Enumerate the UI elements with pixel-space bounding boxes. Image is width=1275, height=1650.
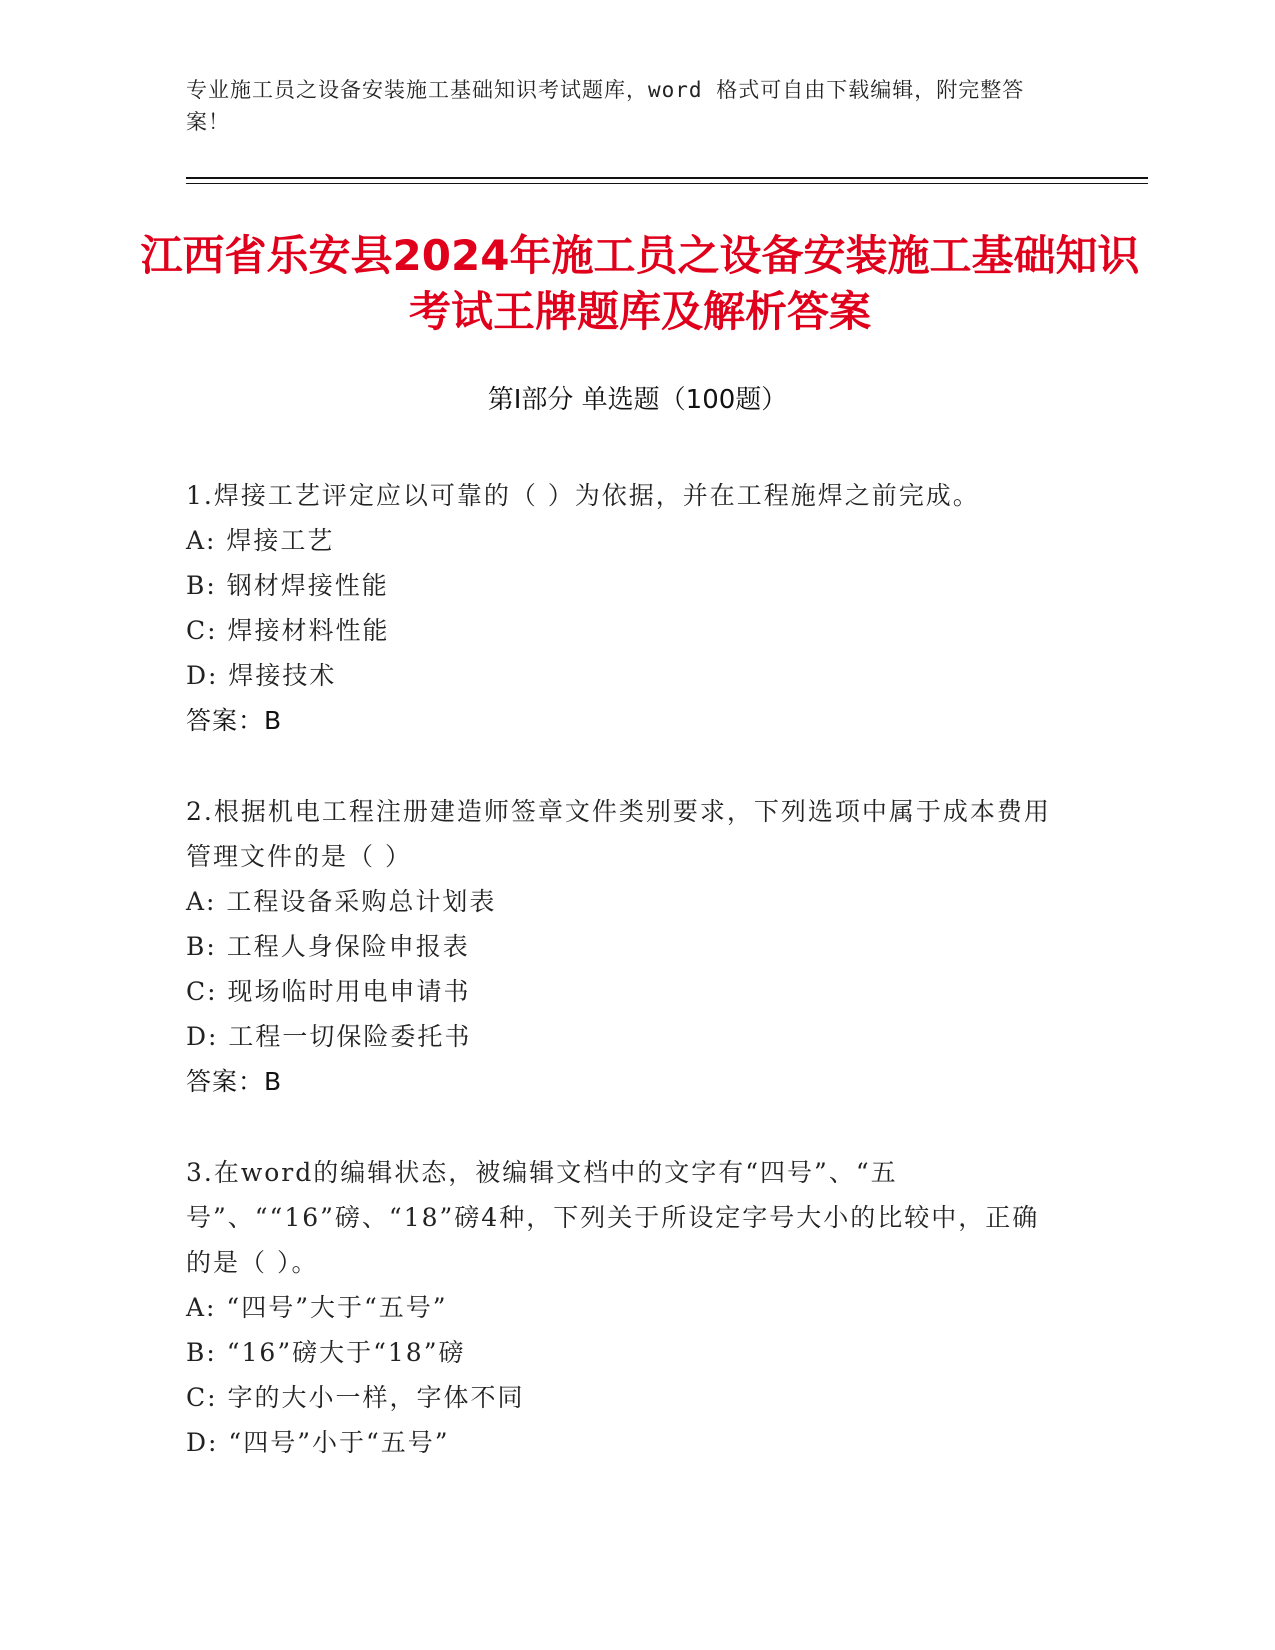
question-stem: 2.根据机电工程注册建造师签章文件类别要求，下列选项中属于成本费用管理文件的是（ ）	[186, 797, 1051, 871]
question-1	[186, 473, 1066, 743]
document-title: 江西省乐安县2024年施工员之设备安装施工基础知识考试王牌题库及解析答案	[140, 231, 1140, 336]
header-note: 专业施工员之设备安装施工基础知识考试题库，word 格式可自由下载编辑，附完整答案！	[186, 78, 1025, 134]
answer: 答案：B	[186, 1067, 283, 1096]
option-c: C: 现场临时用电申请书	[186, 977, 471, 1006]
section-title: 第Ⅰ部分 单选题（100题）	[487, 385, 788, 415]
question-list	[186, 473, 1066, 1511]
header-divider	[186, 177, 1148, 179]
question-3	[186, 1150, 1066, 1465]
question-2	[186, 789, 1066, 1104]
option-d: D: 工程一切保险委托书	[186, 1022, 472, 1051]
option-b: B: 钢材焊接性能	[186, 571, 389, 600]
answer: 答案：B	[186, 706, 283, 735]
option-a: A: 焊接工艺	[186, 526, 335, 555]
option-c: C: 焊接材料性能	[186, 616, 390, 645]
option-d: D: 焊接技术	[186, 661, 337, 690]
option-c: C: 字的大小一样，字体不同	[186, 1383, 525, 1412]
question-stem: 3.在word的编辑状态，被编辑文档中的文字有“四号”、“五号”、““16”磅、“18”磅4种，下列关于所设定字号大小的比较中，正确的是（ ）。	[186, 1158, 1040, 1277]
option-a: A: 工程设备采购总计划表	[186, 887, 497, 916]
option-d: D: “四号”小于“五号”	[186, 1428, 450, 1457]
option-b: B: 工程人身保险申报表	[186, 932, 470, 961]
question-stem: 1.焊接工艺评定应以可靠的（ ）为依据，并在工程施焊之前完成。	[186, 481, 980, 510]
option-b: B: “16”磅大于“18”磅	[186, 1338, 466, 1367]
header-divider-thin	[186, 183, 1148, 184]
option-a: A: “四号”大于“五号”	[186, 1293, 448, 1322]
